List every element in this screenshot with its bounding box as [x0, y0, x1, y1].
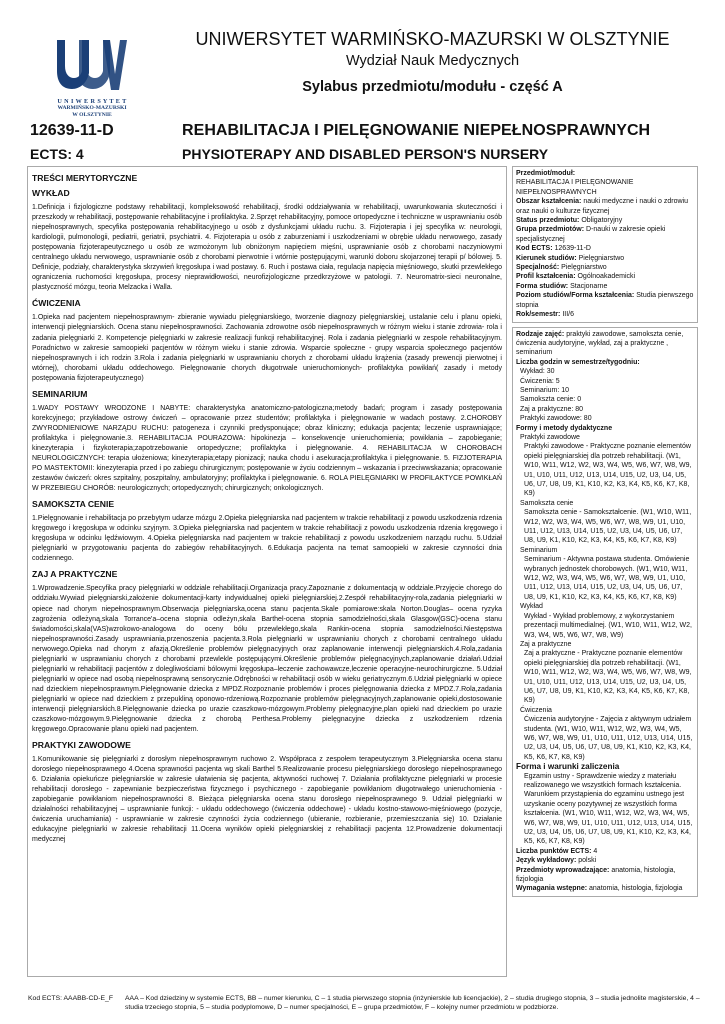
method-name: Wykład — [520, 603, 543, 611]
info-row — [516, 216, 694, 225]
method-desc: Ćwiczenia audytoryjne - Zajęcia z aktywnym udziałem studenta. (W1, W10, W11, W12, W2, W3, W4, W5, W6, W7, W8, W9, U1, U10, U11, U12, U13, U14, U15, U2, U3, U4, U5, U6, U7, U8, U9, K1, K10, K2, K3, K4, K5, K6, K7, K8, K9) — [524, 716, 693, 761]
hours-item: Zaj a praktyczne: 80 — [520, 405, 584, 413]
section-text: 1.Definicja i fizjologiczne podstawy rehabilitacji, kompleksowość rehabilitacji, środki oddziaływania w rehabilitacji, uwarunkowania skuteczności i przeszkody w rehabilitacji, postępowanie rehabilitacyjne i profilaktyka. 2.Sprzęt rehabilitacyjny, pomoce ortopedyczne i techniczne w usprawnianiu osób niepełnosprawnych, specyfika postępowania rehabilitacyjnego u osób z dysfunkcjami układu ruchu. 3. Fizjoterapia i jej specyfika w: neurologii, kardiologii, pulmonologii, pediatrii, geriatrii, psychiatrii. 4. Fizjoterapia u osób z zaburzeniami i uszkodzeniami w obrębie układu nerwowego, zasady postępowania fizjoterapeutycznego u osób ze wzmożonym lub obniżonym napięciem mięśni, usprawnianie osób z chorobami naczyniowymi centralnego układu nerwowego, usprawnianie osób z chorobami pierwotnie i wtórnie postępującymi, warunki doboru skojarzonej terapii p/ bólowej. 5. Definicje, podziały, charakterystyka skrzywień kręgosłupa i wad postawy. 6. Ruch i postawa ciała, regulacja napięcia mięśniowego, skutki przewlekłego ograniczenia ruchomości kręgosłupa, procesy nieprawidłowości, neurofizjologiczne przedkrzyżowe w patologii. 7. Neuromatrix-sieci neuronalne, plastyczność mózgu, teoria Melzacka i Walla. — [32, 204, 502, 292]
logo-line-3: W OLSZTYNIE — [72, 112, 112, 118]
info-row — [516, 169, 694, 197]
info-row — [516, 310, 694, 319]
info-value: Ogólnoakademicki — [577, 273, 636, 281]
hours-item: Wykład: 30 — [520, 368, 555, 376]
info-value: Obligatoryjny — [581, 217, 623, 225]
info-value: III/6 — [562, 311, 574, 319]
info-label: Obszar kształcenia: — [516, 198, 582, 206]
method-desc: Praktyki zawodowe - Praktyczne poznanie elementów opieki pielęgniarskiej dla potrzeb rehabilitacji. (W1, W10, W11, W12, W2, W3, W4, W5, W6, W7, W8, W9, U1, U10, U11, U12, U13, U14, U15, U2, U3, U4, U5, U6, U7, U8, U9, K1, K10, K2, K3, K4, K5, K6, K7, K8, K9) — [524, 443, 692, 498]
info-label: Grupa przedmiotów: — [516, 226, 585, 234]
hours-item: Seminarium: 10 — [520, 386, 570, 394]
info-value: 12639-11-D — [554, 245, 591, 253]
info-row — [516, 244, 694, 253]
uwm-logo-icon — [53, 34, 131, 96]
info-value: nauki medyczne i nauki o zdrowiu oraz nauki o kulturze fizycznej — [516, 198, 688, 215]
info-row — [516, 282, 694, 291]
hours-list — [516, 367, 694, 423]
intro-subjects-label: Przedmioty wprowadzające: — [516, 866, 610, 874]
classes-label: Rodzaje zajęć: — [516, 330, 565, 338]
info-value: Stacjonarne — [570, 282, 608, 290]
classes-value: praktyki zawodowe, samokszta cenie, ćwiczenia audytoryjne, wykład, zaj a praktyczne , seminarium — [516, 330, 684, 357]
info-label: Forma studiów: — [516, 282, 569, 290]
method-name: Seminarium — [520, 546, 558, 554]
method-name: Samokszta cenie — [520, 499, 574, 507]
ects-points-value: 4 — [593, 847, 598, 855]
faculty-name: Wydział Nauk Medycznych — [345, 53, 520, 69]
info-label: Kierunek studiów: — [516, 254, 577, 262]
course-ects: ECTS: 4 — [30, 146, 84, 162]
info-row — [516, 272, 694, 281]
section-text: 1.Opieka nad pacjentem niepełnosprawnym- zbieranie wywiadu pielęgniarskiego, tworzenie diagnozy pielęgniarskiej, ustalanie celu i planu opieki, interwencji pielęgniarskich. Ocena stanu niepełnosprawności. Zachowania zdrowotne osób niepełnosprawnych w różnym wieku i stanie zdrowia- rola i zadania pielęgniarki 2. Kompetencje pielęgniarki w zakresie realizacji funkcji rehabilitacyjnej. Rola i zadania pielęgniarki w zespole rehabilitacyjnym. Poradnictwo w zakresie samoopieki pacjentów w różnym wieku i stanie zdrowia. Wsparcie społeczne - grupy wsparcia społecznego pacjentów niepełnosprawnych i ich rodzin 3.Rola i zadania pielęgniarki w usprawnianiu chorych z chorobami układu krążenia (zasady prewencji pierwotnej i wtórnej), chorobami układu oddechowego. Pielęgnowanie chorych długotrwale unieruchomionych- profilaktyka powikłań( zasady i metody postępowania fizjoterapeutycznego) — [32, 314, 502, 382]
course-details-box — [512, 327, 698, 897]
info-value: Studia pierwszego stopnia — [516, 292, 694, 309]
hours-item: Samokszta cenie: 0 — [520, 396, 582, 404]
info-row — [516, 197, 694, 216]
course-title-en: PHYSIOTERAPY AND DISABLED PERSON'S NURSERY — [182, 146, 549, 162]
footer-description: AAA – Kod dziedziny w systemie ECTS, BB – numer kierunku, C – 1 studia pierwszego stopnia (inżynierskie lub licencjackie), 2 – studia drugiego stopnia, 3 – studia jednolite magisterskie, 4 – studia trzeciego stopnia, 5 – studia podyplomowe, D – numer specjalności, E – grupa przedmiotów, F – kolejny numer przedmiotu w podzbiorze. — [125, 995, 700, 1011]
course-info-box — [512, 166, 698, 323]
method-desc: Zaj a praktyczne - Praktyczne poznanie elementów opieki pielęgniarskiej dla potrzeb rehabilitacji. (W1, W10, W11, W12, W2, W3, W4, W5, W6, W7, W8, W9, U1, U10, U11, U12, U13, U14, U15, U2, U3, U4, U5, U6, U7, U8, U9, K1, K10, K2, K3, K4, K5, K6, K7, K8, K9) — [524, 650, 692, 705]
course-title-pl: REHABILITACJA I PIELĘGNOWANIE NIEPEŁNOSPRAWNYCH — [182, 122, 651, 139]
info-label: Rok/semestr: — [516, 311, 561, 319]
methods-label: Formy i metody dydaktyczne — [516, 424, 613, 432]
hours-item: Praktyki zawodowe: 80 — [520, 415, 592, 423]
info-label: Specjalność: — [516, 264, 560, 272]
info-row — [516, 254, 694, 263]
info-label: Poziom studiów/Forma kształcenia: — [516, 292, 635, 300]
methods-list — [516, 433, 694, 762]
info-value: REHABILITACJA I PIELĘGNOWANIE NIEPEŁNOSPRAWNYCH — [516, 179, 634, 196]
content-panel — [27, 166, 507, 977]
language-value: polski — [578, 857, 597, 865]
section-title: ZAJ A PRAKTYCZNE — [32, 569, 118, 580]
forms-text: Egzamin ustny - Sprawdzenie wiedzy z materiału realizowanego we wszystkich formach kształcenia. Warunkiem przystąpienia do egzaminu ustnego jest uzyskanie oceny pozytywnej ze wszystkich forma kształcenia. (W1, W10, W11, W12, W2, W3, W4, W5, W6, W7, W8, W9, U1, U10, U11, U12, U13, U14, U15, U2, U3, U4, U5, U6, U7, U8, U9, K1, K10, K2, K3, K4, K5, K6, K7, K8, K9) — [524, 772, 693, 846]
section-title: PRAKTYKI ZAWODOWE — [32, 740, 131, 751]
hours-label: Liczba godzin w semestrze/tygodniu: — [516, 358, 640, 366]
info-value: Pielęgniarstwo — [578, 254, 625, 262]
info-label: Przedmiot/moduł: — [516, 170, 576, 177]
section-text: 1.Pielęgnowanie i rehabilitacja po przebytym udarze mózgu 2.Opieka pielęgniarska nad pacjentem w trakcie rehabilitacji z powodu uszkodzenia rdzenia kręgowego i kręgosłupa w odcinku szyjnym. 3.Opieka pielęgniarska nad pacjentem w trakcie rehabilitacji z powodu uszkodzenia rdzenia kręgowego i kręgosłupa w odcinku lędźwiowym. 4.Opieka pielęgniarska nad pacjentem w trakcie rehabilitacji z powodu uszkodzeniem narządu ruchu. 5.Udział pielęgniarki w przygotowaniu pacjenta do zabiegów rehabilitacyjnych. 6.Edukacja pacjenta na temat samoopieki w zakresie czynności dnia codziennego. — [32, 515, 502, 563]
section-text: 1.Komunikowanie się pielęgniarki z dorosłym niepełnosprawnym ruchowo 2. Współpraca z zespołem terapeutycznym 3.Pielęgniarska ocena stanu dorosłego niepełnosprawnego 4.Ocena sprawności pacjenta wg skali Barthel 5.Realizowanie procesu pielęgniarskiego dorosłego niepełnosprawnego 6. Działania opiekuńcze pielęgniarskie w zakresie ułatwienia się pacjenta, aktywności ruchowej 7. Działania profilaktyczne pielęgniarki w procesie rehabilitacji dorosłego - zapewnianie bezpieczeństwa fizycznego i psychicznego - zapobieganie powikłaniom długotrwałego unieruchomienia - zapobieganie powikłaniom niepełnosprawności 8. Bieżąca pielęgniarska ocena stanu dorosłego niepełnosprawnego 9. Udział pielęgniarki w działalności rehabilitacyjnej – usprawnianie funkcji: - układu oddechowego (ćwiczenia oddechowe) - układu kostno-stawowo-mięśniowego (pozycje, ćwiczenia uruchamiania) - usprawnianie w zakresie czynności życia codziennego (ubieranie, rozbieranie, przemieszczania się) 10. Działanie edukacyjne pielęgniarki w zakresie rehabilitacji 11.Ocena wyników opieki pielęgniarskiej z rehabilitacji pacjenta 12.Prowadzenie dokumentacji medycznej — [32, 756, 502, 844]
method-name: Praktyki zawodowe — [520, 433, 580, 441]
info-value: D-nauki w zakresie opieki specjalistycznej — [516, 226, 666, 243]
syllabus-title: Sylabus przedmiotu/modułu - część A — [302, 79, 563, 95]
section-title: SEMINARIUM — [32, 388, 88, 399]
info-value: Pielęgniarstwo — [561, 264, 607, 272]
sidebar — [512, 166, 698, 901]
section-text: 1.Wprowadzenie.Specyfika pracy pielęgniarki w oddziale rehabilitacji.Organizacja pracy.Zapoznanie z dokumentacją w oddziale.Przyjęcie chorego do oddziału.Wywiad pielęgniarski,założenie dokumentacji-karty indywidualnej opieki pielęgniarskiej.2.Zespół rehabilitacyjny-rola,zadania pielęgniarki w opiece nad chorym niepełnosprawnym.Obserwacja pielęgniarska,ocena stanu pacjenta.Skale pomiarowe:skala Norton.Douglas– ocena ryzyka zagrożenia odleżyną,skala Torrance'a–ocena stopnia odleżyn,skala Barthel-ocena stopnia samodzielności,skala Glasgow(GSC)-ocena stanu świadomości,skala(VAS)wzrokowo-analogowa do oceny bólu przewlekłego,skala Rankin-ocena stopnia samodzielności.Niestępstwa niepełnosprawności.Zasady usprawniania,przenoszenia pacjenta.3.Rola pielęgniarki w usprawnianiu chorych z chorobami centralnego układu nerwowego.Opieka nad chorym z afazją.Określenie problemów pielęgnacyjnych oraz zaplanowanie interwencji pielęgniarskich.4.Rola,zadania pielęgniarki w usprawnianiu chorych z chorobami przewlekle postępującymi.Określenie problemów pielęgnacyjnych,zaplanowanie działań.Udział pielęgniarki w rehabilitacji pacjentów z dolegliwościami bólowymi kręgosłupa–leczenie zachowawcze,leczenie operacyjne-neurochirurgiczne. 5.Udział pielęgniarki w opiece nad osobą niepełnosprawną sensorycznie.Odrębności w rehabilitacji osób w wieku geriatrycznym.6.Udział pielęgniarki w opiece nad dzieckiem niepełnosprawnym.Pielęgnowanie dziecka z MPDZ.Rozpoznanie problemów i proces pielęgnowania dziecka z MPDZ.7.Rola,zadania pielęgniarki w opiece nad dzieckiem z przepukliną oponowo-rdzeniową.Rozpoznanie problemów pielęgnacyjnych,zaplanowanie opieki,dostosowanie interwencji pielęgniarskich.8.Pielęgnowanie dziecka po urazie czaszkowo-mózgowym.Problemy pielęgnacyjne,plan opieki nad dzieckiem po urazie czaszkowo-mózgowym.9.Pielęgnowanie dziecka z chorobą Perthesa.Problemy pielęgnacyjne dziecka z uszkodzeniem rdzenia kręgowego.Opracowanie planu opieki nad pacjentem. — [32, 585, 502, 734]
section-text: 1.WADY POSTAWY WRODZONE I NABYTE: charakterystyka anatomiczno-patologiczna;metody badań; program i zasady postępowania korekcyjnego; przykładowe ostrowy ćwiczeń – opracowanie przez studentów; profilaktyka i pielęgnowanie w wadach postawy. 2.CHOROBY ZWYRODNIENIOWE NARZĄDU RUCHU: patogeneza i czynniki predysponujące; obraz kliniczny; edukacja pacjenta; leczenie usprawniające; profilaktyka i pielęgnowanie.3. REHABILITACJA POURAZOWA: hipokinezja – konsekwencje unieruchomienia; powikłania – zapobieganie; kinezyterapia i fizykoterapia;zapotrzebowanie ortopedyczne; profilaktyka i pielęgnowanie. 4. REHABILITACJA W CHOROBACH NEUROLOGICZNYCH: terapia ułożeniowa; kinezyterapia;etapy pionizacji; nauka chodu i asekuracja;profilaktyka i pielęgnowanie. 5. FIZJOTERAPIA PO MASTEKTOMII: kinezyterapia przed i po zabiegu chirurgicznym; postępowanie w życiu codziennym – wskazania i przeciwwskazania; opracowanie zestawów ćwiczeń: okres szpitalny, poszpitalny, ambulatoryjny; profilaktyka i pielęgnowanie. 6. ROLA PIELĘGNIARKI W PROFILAKTYCE POWIKŁAŃ W PRZEBIEGU CHORÓB: neurologicznych; ortopedycznych; chirurgicznych; onkologicznych. — [32, 404, 502, 493]
info-label: Kod ECTS: — [516, 245, 553, 253]
forms-label: Forma i warunki zaliczenia — [516, 762, 620, 772]
info-label: Profil kształcenia: — [516, 273, 576, 281]
footer-key: Kod ECTS: AAABB-CD-E_F — [28, 995, 113, 1002]
requirements-label: Wymagania wstępne: — [516, 885, 588, 893]
content-sections — [32, 188, 502, 846]
ects-points-label: Liczba punktów ECTS: — [516, 847, 592, 855]
method-name: Ćwiczenia — [520, 706, 552, 714]
method-desc: Seminarium - Aktywna postawa studenta. Omówienie wybranych jednostek chorobowych. (W1, W10, W11, W12, W2, W3, W4, W5, W6, W7, W8, W9, U1, U10, U11, U12, U13, U14, U15, U2, U3, U4, U5, U6, U7, U8, U9, K1, K10, K2, K3, K4, K5, K6, K7, K8, K9) — [524, 556, 690, 601]
course-code: 12639-11-D — [30, 122, 114, 139]
logo-line-2: WARMIŃSKO-MAZURSKI — [57, 105, 127, 111]
logo-line-1: U N I W E R S Y T E T — [57, 98, 127, 105]
language-label: Język wykładowy: — [516, 857, 577, 865]
method-desc: Samokszta cenie - Samokształcenie. (W1, W10, W11, W12, W2, W3, W4, W5, W6, W7, W8, W9, U1, U10, U11, U12, U13, U14, U15, U2, U3, U4, U5, U6, U7, U8, U9, K1, K10, K2, K3, K4, K5, K6, K7, K8, K9) — [524, 509, 692, 545]
info-label: Status przedmiotu: — [516, 217, 580, 225]
method-desc: Wykład - Wykład problemowy, z wykorzystaniem prezentacji multimedialnej. (W1, W10, W11, W12, W2, W3, W4, W5, W6, W7, W8, W9) — [524, 612, 692, 639]
section-title: WYKŁAD — [32, 188, 70, 198]
info-row — [516, 263, 694, 272]
requirements-value: anatomia, histologia, fizjologia — [589, 885, 683, 893]
content-heading: TREŚCI MERYTORYCZNE — [32, 173, 138, 183]
hours-item: Ćwiczenia: 5 — [520, 377, 560, 385]
info-row — [516, 291, 694, 310]
university-name: UNIWERSYTET WARMIŃSKO-MAZURSKI W OLSZTYNIE — [195, 29, 670, 49]
info-row — [516, 225, 694, 244]
section-title: ĆWICZENIA — [32, 298, 81, 309]
method-name: Zaj a praktyczne — [520, 640, 572, 648]
section-title: SAMOKSZTA CENIE — [32, 499, 115, 510]
intro-subjects-value: anatomia, histologia, fizjologia — [516, 866, 676, 884]
